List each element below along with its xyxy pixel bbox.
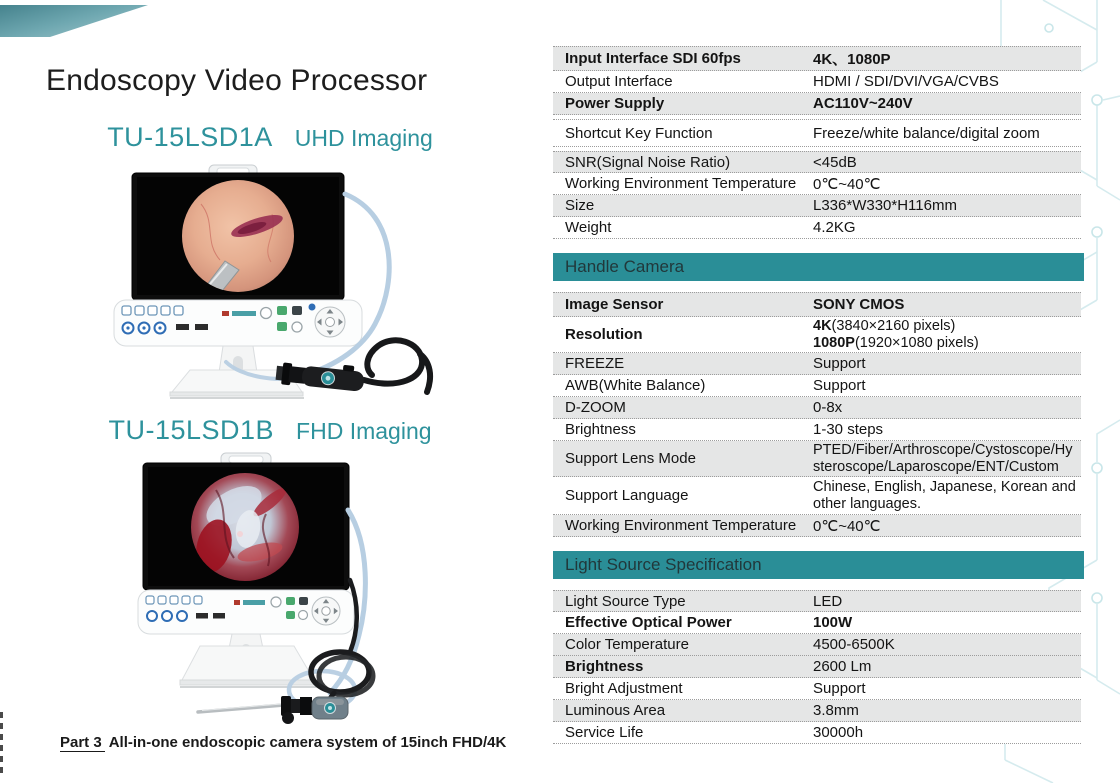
table-row [553, 151, 1081, 173]
table-row [553, 292, 1081, 317]
spec-label: Light Source Type [565, 592, 686, 610]
spec-label: Service Life [565, 724, 644, 741]
fiber-optic-cable [364, 340, 430, 392]
table-row [553, 590, 1081, 612]
spec-value: 4K(3840×2160 pixels) 1080P(1920×1080 pixels) [813, 317, 979, 351]
spec-value: PTED/Fiber/Arthroscope/Cystoscope/Hysteroscope/Laparoscope/ENT/Custom [813, 442, 1073, 475]
table-row [553, 173, 1081, 195]
control-panel [114, 300, 362, 346]
spec-label: Support Lens Mode [565, 450, 696, 467]
spec-label: Luminous Area [565, 702, 666, 719]
spec-label: Bright Adjustment [565, 680, 683, 697]
control-panel [138, 590, 354, 634]
spec-value: 1-30 steps [813, 421, 884, 438]
table-row [553, 678, 1081, 700]
spec-label: Working Environment Temperature [565, 175, 797, 192]
spec-value: 2600 Lm [813, 658, 872, 675]
spec-value: 0-8x [813, 399, 843, 416]
brand-logo [222, 311, 256, 316]
spec-value: <45dB [813, 153, 857, 171]
spec-value: LED [813, 592, 843, 610]
table-row [553, 634, 1081, 656]
section-heading: Handle Camera [565, 257, 685, 276]
brand-logo [234, 600, 265, 605]
spec-value: 4500-6500K [813, 636, 895, 653]
spec-label: Shortcut Key Function [565, 124, 713, 142]
spec-label: D-ZOOM [565, 399, 626, 416]
spec-label: Resolution [565, 326, 643, 343]
page-edge-mark [0, 712, 3, 776]
rigid-endoscope [198, 696, 348, 724]
model-title-uhd [40, 122, 500, 153]
table-row [553, 46, 1081, 71]
usb-port [213, 613, 225, 619]
spec-value: SONY CMOS [813, 296, 905, 313]
table-row [553, 353, 1081, 375]
spec-label: AWB(White Balance) [565, 377, 706, 394]
spec-label: Brightness [565, 421, 636, 438]
spec-label: Color Temperature [565, 636, 689, 653]
spec-label: Weight [565, 219, 612, 236]
table-row [553, 217, 1081, 239]
spec-label: Output Interface [565, 73, 673, 90]
spec-value: Freeze/white balance/digital zoom [813, 124, 1040, 142]
spec-value: Support [813, 680, 866, 697]
spec-label: FREEZE [565, 355, 625, 372]
table-row [553, 441, 1081, 477]
product-photo-fhd-monitor [98, 450, 468, 735]
section-heading: Light Source Specification [565, 555, 762, 574]
spec-label: SNR(Signal Noise Ratio) [565, 153, 731, 171]
table-row [553, 477, 1081, 515]
table-row [553, 71, 1081, 93]
table-row [553, 700, 1081, 722]
table-row [553, 722, 1081, 744]
usb-port [196, 613, 208, 619]
handle-camera-table [553, 292, 1081, 537]
caption-text: All-in-one endoscopic camera system of 15inch FHD/4K [108, 734, 507, 751]
spec-value: Support [813, 377, 866, 394]
caption-part-label: Part 3 [60, 734, 105, 752]
spec-label: Effective Optical Power [565, 614, 732, 631]
table-row [553, 195, 1081, 217]
light-source-table [553, 590, 1081, 744]
spec-value: AC110V~240V [813, 95, 913, 112]
table-row [553, 317, 1081, 353]
caption [60, 734, 506, 751]
table-row [553, 119, 1081, 147]
table-row [553, 375, 1081, 397]
table-row [553, 515, 1081, 537]
table-row [553, 656, 1081, 678]
spec-value: 3.8mm [813, 702, 859, 719]
spec-value: Chinese, English, Japanese, Korean and other languages. [813, 479, 1076, 512]
spec-value: L336*W330*H116mm [813, 197, 957, 214]
spec-value: 30000h [813, 724, 864, 741]
spec-value: HDMI / SDI/DVI/VGA/CVBS [813, 73, 999, 90]
spec-label: Working Environment Temperature [565, 517, 797, 534]
spec-value: 4K、1080P [813, 51, 891, 68]
spec-label: Image Sensor [565, 296, 664, 313]
dpad-control [315, 307, 345, 337]
spec-label: Support Language [565, 487, 689, 504]
spec-label: Input Interface SDI 60fps [565, 50, 741, 67]
table-row [553, 93, 1081, 115]
teal-ribbon [0, 0, 170, 42]
product-photo-uhd-monitor [106, 164, 436, 404]
spec-value: 4.2KG [813, 219, 856, 236]
spec-label: Size [565, 197, 595, 214]
section-header-handle-camera [553, 253, 1084, 281]
monitor-base [180, 646, 318, 687]
spec-value: 0℃~40℃ [813, 175, 881, 193]
table-row [553, 612, 1081, 634]
spec-label: Power Supply [565, 95, 665, 112]
spec-tables [553, 0, 1084, 744]
spec-value: 100W [813, 614, 853, 631]
endoscopic-image-circle [191, 473, 299, 581]
model-name: TU-15LSD1A [107, 122, 273, 152]
usb-port [195, 324, 208, 330]
spec-value: Support [813, 355, 866, 372]
table-row [553, 419, 1081, 441]
dpad-control [312, 597, 340, 625]
table-row [553, 397, 1081, 419]
general-spec-table [553, 46, 1081, 239]
model-title-fhd [40, 415, 500, 446]
model-imaging-type: UHD Imaging [294, 125, 433, 151]
usb-port [176, 324, 189, 330]
spec-label: Brightness [565, 658, 644, 675]
model-imaging-type: FHD Imaging [296, 418, 432, 444]
spec-value: 0℃~40℃ [813, 517, 881, 535]
model-name: TU-15LSD1B [108, 415, 275, 445]
section-header-light-source [553, 551, 1084, 579]
page-title: Endoscopy Video Processor [46, 64, 428, 97]
